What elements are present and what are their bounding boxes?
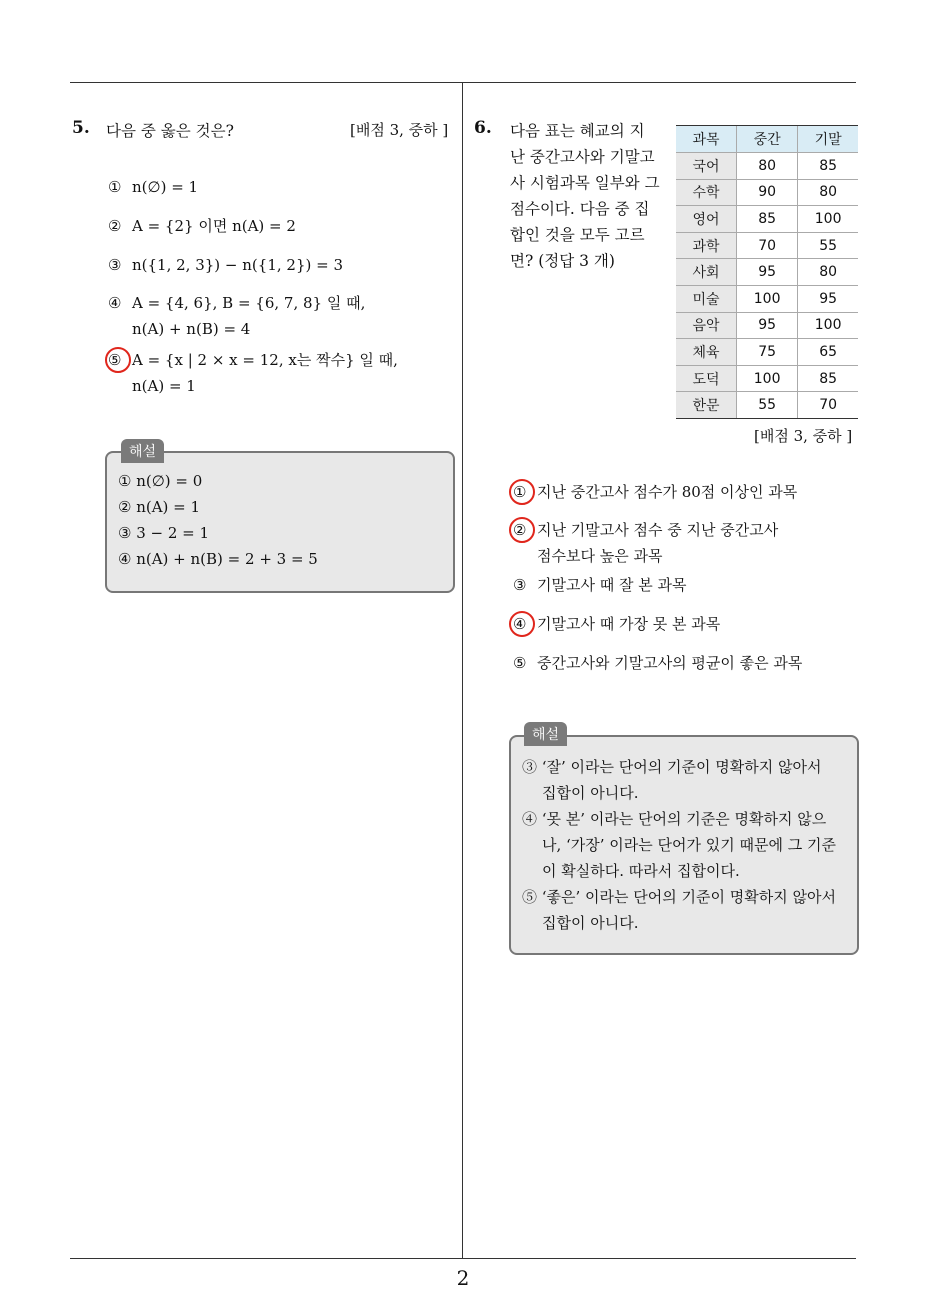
q6-question-line: 점수이다. 다음 중 집 xyxy=(510,200,650,218)
table-cell: 95 xyxy=(737,259,798,286)
q6-option-3[interactable] xyxy=(513,572,686,598)
table-cell: 영어 xyxy=(676,206,737,233)
q6-explanation-tag: 해설 xyxy=(524,722,567,746)
table-cell: 70 xyxy=(737,232,798,259)
table-row xyxy=(676,153,858,180)
q6-option-1[interactable] xyxy=(513,479,797,505)
table-cell: 100 xyxy=(737,285,798,312)
q5-explanation-tag: 해설 xyxy=(121,439,164,463)
q6-option-2[interactable] xyxy=(513,517,778,569)
q6-explanation-line: 이 확실하다. 따라서 집합이다. xyxy=(542,862,740,880)
table-cell: 도덕 xyxy=(676,365,737,392)
option-text-cont: n(A) = 1 xyxy=(132,377,196,395)
table-cell: 95 xyxy=(737,312,798,339)
top-rule xyxy=(70,82,856,83)
answer-mark-circle xyxy=(105,347,131,373)
q6-explanation-line: ⑤ ‘좋은’ 이라는 단어의 기준이 명확하지 않아서 xyxy=(522,888,836,906)
table-cell: 100 xyxy=(798,206,858,233)
table-row xyxy=(676,179,858,206)
table-cell: 100 xyxy=(737,365,798,392)
option-text: n(∅) = 1 xyxy=(132,178,199,196)
q6-number: 6. xyxy=(474,118,492,138)
table-cell: 100 xyxy=(798,312,858,339)
q6-explanation-line: ③ ‘잘’ 이라는 단어의 기준이 명확하지 않아서 xyxy=(522,758,822,776)
score-table xyxy=(676,125,858,419)
option-text: 기말고사 때 가장 못 본 과목 xyxy=(537,615,721,633)
table-cell: 한문 xyxy=(676,392,737,419)
table-cell: 사회 xyxy=(676,259,737,286)
option-number: ④ xyxy=(513,615,527,633)
option-number: ③ xyxy=(108,256,122,274)
q6-option-4[interactable] xyxy=(513,611,720,637)
table-row xyxy=(676,365,858,392)
table-cell: 음악 xyxy=(676,312,737,339)
answer-mark-circle xyxy=(509,517,535,543)
table-cell: 수학 xyxy=(676,179,737,206)
table-row xyxy=(676,206,858,233)
option-text: 지난 기말고사 점수 중 지난 중간고사 xyxy=(537,521,779,539)
option-number: ① xyxy=(513,483,527,501)
table-cell: 65 xyxy=(798,339,858,366)
table-cell: 75 xyxy=(737,339,798,366)
table-cell: 70 xyxy=(798,392,858,419)
table-cell: 55 xyxy=(798,232,858,259)
table-cell: 90 xyxy=(737,179,798,206)
table-cell: 85 xyxy=(798,365,858,392)
q6-score: [배점 3, 중하 ] xyxy=(754,427,853,445)
q6-explanation-line: 집합이 아니다. xyxy=(542,914,639,932)
table-cell: 55 xyxy=(737,392,798,419)
table-header-row xyxy=(676,126,858,153)
q5-explanation-line: ③ 3 − 2 = 1 xyxy=(118,524,210,542)
q5-explanation-line: ② n(A) = 1 xyxy=(118,498,201,516)
option-number: ② xyxy=(513,521,527,539)
option-number: ③ xyxy=(513,576,527,594)
q6-explanation-line: 나, ‘가장’ 이라는 단어가 있기 때문에 그 기준 xyxy=(542,836,837,854)
q6-explanation-line: ④ ‘못 본’ 이라는 단어의 기준은 명확하지 않으 xyxy=(522,810,827,828)
option-number: ② xyxy=(108,217,122,235)
q5-option-4[interactable] xyxy=(108,290,365,342)
answer-mark-circle xyxy=(509,479,535,505)
table-row xyxy=(676,392,858,419)
option-text-cont: n(A) + n(B) = 4 xyxy=(132,320,251,338)
q5-number: 5. xyxy=(72,118,90,138)
option-text: A = {4, 6}, B = {6, 7, 8} 일 때, xyxy=(132,294,366,312)
option-text: A = {x | 2 × x = 12, x는 짝수} 일 때, xyxy=(132,351,398,369)
q6-question-line: 면? (정답 3 개) xyxy=(510,252,615,270)
option-text-cont: 점수보다 높은 과목 xyxy=(537,547,663,565)
q5-option-2[interactable] xyxy=(108,213,296,239)
table-row xyxy=(676,285,858,312)
table-cell: 95 xyxy=(798,285,858,312)
table-cell: 과학 xyxy=(676,232,737,259)
q6-question-line: 난 중간고사와 기말고 xyxy=(510,148,655,166)
table-cell: 85 xyxy=(737,206,798,233)
table-cell: 85 xyxy=(798,153,858,180)
q5-score: [배점 3, 중하 ] xyxy=(350,121,449,139)
table-cell: 80 xyxy=(737,153,798,180)
table-header: 중간 xyxy=(737,126,798,153)
q5-option-5[interactable] xyxy=(108,347,398,399)
bottom-rule xyxy=(70,1258,856,1259)
option-number: ① xyxy=(108,178,122,196)
option-number: ④ xyxy=(108,294,122,312)
table-row xyxy=(676,232,858,259)
table-cell: 80 xyxy=(798,259,858,286)
table-row xyxy=(676,259,858,286)
q6-question-line: 합인 것을 모두 고르 xyxy=(510,226,645,244)
table-cell: 80 xyxy=(798,179,858,206)
table-cell: 국어 xyxy=(676,153,737,180)
column-divider xyxy=(462,83,463,1258)
q5-explanation-line: ① n(∅) = 0 xyxy=(118,472,203,490)
table-header: 기말 xyxy=(798,126,858,153)
page-number: 2 xyxy=(456,1266,470,1290)
q6-question-line: 사 시험과목 일부와 그 xyxy=(510,174,660,192)
q6-option-5[interactable] xyxy=(513,650,802,676)
option-number: ⑤ xyxy=(513,654,527,672)
option-text: n({1, 2, 3}) − n({1, 2}) = 3 xyxy=(132,256,343,274)
option-text: 중간고사와 기말고사의 평균이 좋은 과목 xyxy=(537,654,803,672)
option-text: A = {2} 이면 n(A) = 2 xyxy=(132,217,296,235)
option-text: 기말고사 때 잘 본 과목 xyxy=(537,576,687,594)
q5-option-3[interactable] xyxy=(108,252,343,278)
table-row xyxy=(676,312,858,339)
table-header: 과목 xyxy=(676,126,737,153)
table-row xyxy=(676,339,858,366)
answer-mark-circle xyxy=(509,611,535,637)
q5-question: 다음 중 옳은 것은? xyxy=(106,122,234,140)
q6-explanation-line: 집합이 아니다. xyxy=(542,784,639,802)
q6-question-line: 다음 표는 혜교의 지 xyxy=(510,122,645,140)
q5-explanation-line: ④ n(A) + n(B) = 2 + 3 = 5 xyxy=(118,550,318,568)
option-text: 지난 중간고사 점수가 80점 이상인 과목 xyxy=(537,483,798,501)
q5-option-1[interactable] xyxy=(108,174,198,200)
table-cell: 미술 xyxy=(676,285,737,312)
table-cell: 체육 xyxy=(676,339,737,366)
option-number: ⑤ xyxy=(108,351,122,369)
